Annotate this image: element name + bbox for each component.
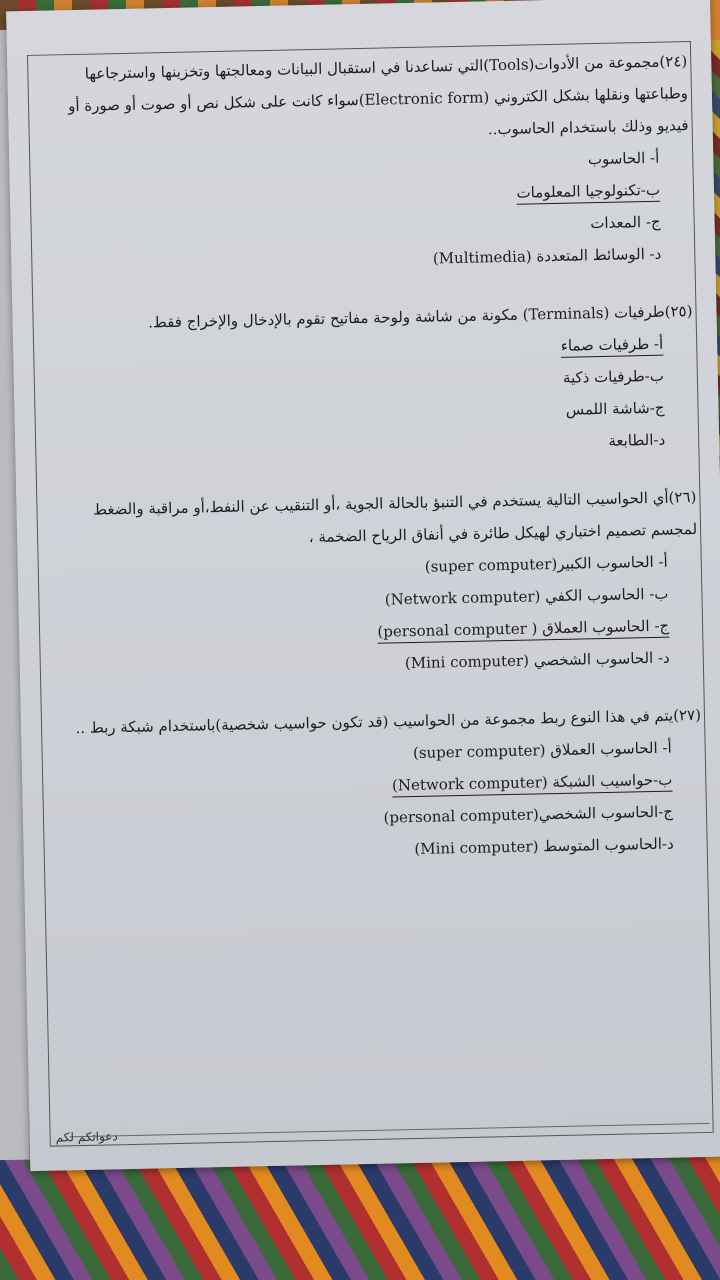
option-a: أ- الحاسوب العملاق (super computer) [412, 738, 672, 763]
option-a-answer: أ- طرفيات صماء [560, 334, 664, 355]
document-page [6, 0, 720, 1171]
questions-container [37, 45, 704, 872]
question-text: (٢٥)طرفيات (Terminals) مكونة من شاشة ولوحة مفاتيح تقوم بالإدخال والإخراج فقط. [147, 302, 693, 332]
option-a: أ- الحاسوب [587, 148, 660, 169]
question-text: (٢٧)يتم في هذا النوع ربط مجموعة من الحواسيب (قد تكون حواسيب شخصية)باستخدام شبكة ربط .. [75, 705, 702, 738]
option-c: ج-الحاسوب الشخصي(personal computer) [383, 802, 674, 827]
option-c: ج- المعدات [590, 212, 661, 233]
option-c-answer: ج- الحاسوب العملاق ( personal computer) [377, 616, 670, 641]
option-d: د-الحاسوب المتوسط (Mini computer) [414, 834, 674, 859]
option-b: ب-طرفيات ذكية [562, 366, 665, 387]
option-d: د- الوسائط المتعددة (Multimedia) [432, 244, 662, 268]
question-27 [51, 699, 704, 873]
option-d: د-الطابعة [608, 430, 666, 450]
option-b: ب- الحاسوب الكفي (Network computer) [384, 584, 669, 609]
question-text: (٢٤)مجموعة من الأدوات(Tools)التي تساعدنا في استقبال البيانات ومعالجتها وتخزينها واسترجاعها وطباعتها ونقلها بشكل الكتروني (Electronic form)سواء كانت على شكل نص أو صوت أو صورة أو فيديو وذلك باستخدام الحاسوب.. [67, 52, 689, 139]
question-25 [42, 295, 695, 469]
option-d: د- الحاسوب الشخصي (Mini computer) [404, 648, 670, 673]
option-c: ج-شاشة اللمس [565, 398, 665, 419]
question-text: (٢٦)أي الحواسيب التالية يستخدم في التنبؤ بالحالة الجوية ،أو التنقيب عن النفط،أو مراقبة والضغط لمجسم تصميم اختباري لهيكل طائرة في أنفاق الرياح الضخمة ، [92, 488, 698, 547]
footer-text: دعواتكم لكم [55, 1129, 118, 1145]
option-a: أ- الحاسوب الكبير(super computer) [424, 552, 668, 576]
option-b-answer: ب-حواسيب الشبكة (Network computer) [391, 770, 673, 795]
question-26 [46, 481, 700, 687]
question-24 [37, 45, 692, 283]
option-b-answer: ب-تكنولوجيا المعلومات [516, 180, 661, 202]
